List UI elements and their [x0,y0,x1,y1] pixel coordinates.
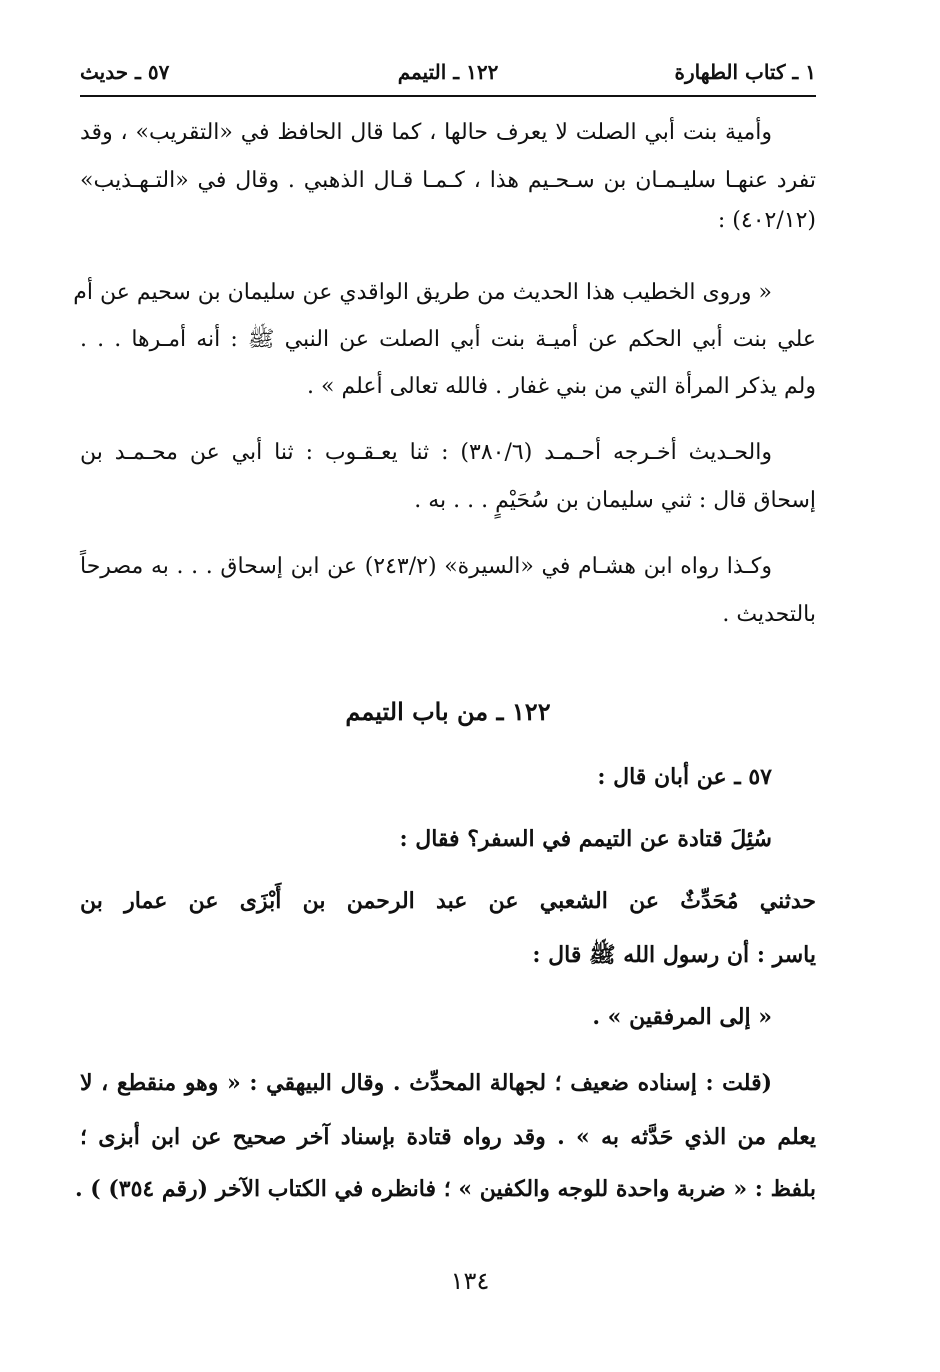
quote-line: علي بنت أبي الحكم عن أميـة بنت أبي الصلت عن النبي ﷺ : أنه أمـرها . . . [80,327,816,352]
paragraph-line: وأمية بنت أبي الصلت لا يعرف حالها ، كما قال الحافظ في «التقريب» ، وقد [80,120,772,145]
running-header [80,56,816,90]
paragraph-line: وكـذا رواه ابن هشـام في «السيرة» (٢٤٣/٢) عن ابن إسحاق . . . به مصرحاً [80,554,772,579]
header-book-title: ١ ـ كتاب الطهارة [674,60,816,84]
commentary-line: بلفظ : « ضربة واحدة للوجه والكفين » ؛ فانظره في الكتاب الآخر (رقم ٣٥٤) ) . [74,1176,816,1202]
commentary-line: يعلم من الذي حَدَّثه به » . وقد رواه قتادة بإسناد آخر صحيح عن ابن أبزى ؛ [80,1124,816,1150]
paragraph-line: بالتحديث . [722,602,816,627]
header-chapter-title: ١٢٢ ـ التيمم [397,60,499,84]
quote-line: « وروى الخطيب هذا الحديث من طريق الواقدي عن سليمان بن سحيم عن أم [73,280,772,305]
commentary-line: (قلت : إسناده ضعيف ؛ لجهالة المحدِّث . وقال البيهقي : « وهو منقطع ، لا [80,1070,772,1096]
hadith-text: « إلى المرفقين » . [592,1004,772,1030]
paragraph-line: تفرد عنهـا سليـمـان بن سـحـيم هذا ، كـمـا قـال الذهبي . وقال في «التـهـذيب» [80,168,816,193]
hadith-chain-line: حدثني مُحَدِّثٌ عن الشعبي عن عبد الرحمن بن أَبْزَى عن عمار بن [80,888,816,914]
quote-line: ولم يذكر المرأة التي من بني غفار . فالله تعالى أعلم » . [307,374,816,399]
header-rule [80,95,816,97]
hadith-intro: ٥٧ ـ عن أبان قال : [597,764,772,790]
hadith-chain-line: ياسر : أن رسول الله ﷺ قال : [532,942,816,968]
page-number: ١٣٤ [450,1267,490,1295]
hadith-question: سُئِلَ قتادة عن التيمم في السفر؟ فقال : [399,826,772,852]
header-hadith-number: ٥٧ ـ حديث [80,60,170,84]
section-title: ١٢٢ ـ من باب التيمم [345,697,551,726]
paragraph-line: إسحاق قال : ثني سليمان بن سُحَيْمٍ . . . به . [414,488,816,513]
paragraph-line: (٤٠٢/١٢) : [717,208,816,233]
paragraph-line: والحـديث أخـرجه أحـمـد (٣٨٠/٦) : ثنا يعـقـوب : ثنا أبي عن محـمـد بن [80,440,772,465]
